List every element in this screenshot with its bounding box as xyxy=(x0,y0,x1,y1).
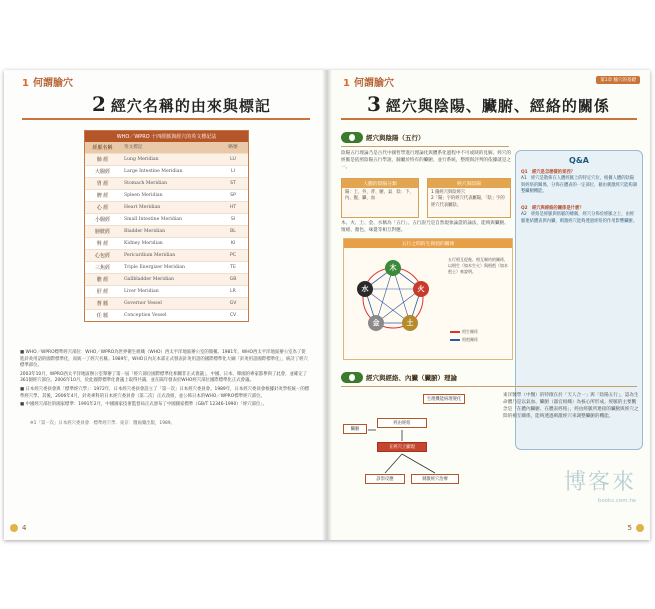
cell-english: Bladder Meridian xyxy=(124,229,166,234)
page-number-left: 4 xyxy=(22,524,27,532)
legend-swatch-red xyxy=(450,331,460,333)
subsection-rule xyxy=(341,386,637,387)
flow-arrows xyxy=(343,394,493,504)
cell-english: Lung Meridian xyxy=(124,157,159,162)
table-row xyxy=(85,285,248,297)
cell-english: Governor Vessel xyxy=(124,301,162,306)
cell-meridian: 腎 經 xyxy=(96,241,109,247)
flow-organs: 臟腑 xyxy=(343,424,367,434)
cell-abbr: BL xyxy=(230,229,236,234)
table-row xyxy=(85,201,248,213)
cell-meridian: 肝 經 xyxy=(96,289,109,295)
organ-flow-diagram xyxy=(343,394,493,504)
cell-abbr: GB xyxy=(229,277,237,282)
cell-english: Heart Meridian xyxy=(124,205,161,210)
subsection-title: 經穴與經絡、內臟（臟腑）理論 xyxy=(366,374,457,382)
organ-theory-text: 東洋醫學（中醫）的特徵在於「天人合一」與「陰陽五行」，認為生命體乃是以氣血、臟腑（器官組織）為核心所形成。經脈的主要觀念是「在體內臟腑、在體表經絡」，經由經脈所連接的臟腑與經穴之間的相互關係，能夠透過刺激經穴來調整臟腑的機能。 xyxy=(503,393,639,420)
element-fire: 火 xyxy=(413,281,429,297)
flow-appear-on-points: 在經穴上顯現 xyxy=(377,442,427,452)
subsection-heading-yinyang xyxy=(341,132,425,143)
ornament-icon xyxy=(636,524,644,532)
flow-diagnosis: 診察反應 xyxy=(365,474,405,484)
note-paragraph: ■ 日本經穴委員會與「標準經穴學」：1972年，日本經穴委員會設立了「第一次」日本經穴委員會。1989年，日本經穴委員會根據針灸學校統一的標準經穴學。其後，2006年4月，針灸專科的日本經穴委員會（第二次）正式改組，並公佈日本的WHO／WPRO標準經穴部位。 xyxy=(20,387,310,399)
chapter-number: 1 xyxy=(22,78,29,89)
cell-abbr: LI xyxy=(231,169,235,174)
table-row xyxy=(85,225,248,237)
cell-meridian: 大腸經 xyxy=(94,169,110,175)
flow-arrow xyxy=(402,454,435,473)
diagram-title: 五行之間的生與剋的關係 xyxy=(344,239,512,248)
cell-english: Triple Energizer Meridian xyxy=(124,265,185,270)
ornament-icon xyxy=(10,524,18,532)
table-header xyxy=(85,142,248,153)
table-row xyxy=(85,177,248,189)
table-row xyxy=(85,165,248,177)
table-row xyxy=(85,297,248,309)
watermark-url: books.com.tw xyxy=(597,498,636,504)
table-row xyxy=(85,189,248,201)
cell-meridian: 督 脈 xyxy=(96,301,109,307)
cell-english: Pericardium Meridian xyxy=(124,253,176,258)
cell-english: Small Intestine Meridian xyxy=(124,217,182,222)
cell-abbr: SP xyxy=(230,193,236,198)
qa-question: Q1 經穴是怎麼樣的東西？ xyxy=(521,170,575,175)
flow-treatment: 刺激經穴治療 xyxy=(411,474,459,484)
chapter-title: 何謂腧穴 xyxy=(32,78,73,89)
cell-english: Stomach Meridian xyxy=(124,181,168,186)
footnote: ※1「第一次」日本經穴委員會．標準經穴學．東京：醫齒藥出版，1989。 xyxy=(30,421,175,426)
box-title: 人體的陰陽分類 xyxy=(342,179,418,188)
legend-label: 相剋關係 xyxy=(462,337,478,342)
diagram-note: 五行相互促進、相互制約的關係，以相生（如木生火）與相剋（如木剋土）來說明。 xyxy=(448,257,508,275)
qa-question: Q2 經穴與經絡的關係是什麼？ xyxy=(521,205,584,211)
page-title-right xyxy=(367,92,610,116)
cell-meridian: 小腸經 xyxy=(94,217,110,223)
table-row xyxy=(85,309,248,321)
cell-meridian: 胃 經 xyxy=(96,181,109,187)
legend-controlling xyxy=(450,337,478,343)
table-caption: WHO／WPRO 十四經脈與經穴的英文標記法 xyxy=(85,131,248,142)
left-page xyxy=(4,70,327,540)
book-spread xyxy=(4,70,650,540)
chapter-label-left xyxy=(22,74,73,89)
element-metal: 金 xyxy=(368,315,384,331)
page-number-right: 5 xyxy=(627,524,632,532)
running-head: 第1章 腧穴的基礎 xyxy=(596,76,640,84)
subsection-heading-organs xyxy=(341,372,457,383)
cell-english: Gallbladder Meridian xyxy=(124,277,174,282)
cell-abbr: ST xyxy=(230,181,236,186)
flow-via-meridians: 經由經絡 xyxy=(377,418,427,428)
section-number: 3 xyxy=(367,92,382,116)
intro-text: 陰陽五行理論乃是古代中國哲學進行理論化與體系化過程中不可或缺的見解。經穴的經脈是依照陰陽五行學說，歸屬於特有的臟腑，並行系統，整理與評判的依據就是之一。 xyxy=(341,151,511,171)
cell-abbr: TE xyxy=(230,265,236,270)
title-divider xyxy=(22,118,310,120)
chapter-title: 何謂腧穴 xyxy=(353,78,394,89)
cell-meridian: 脾 經 xyxy=(96,193,109,199)
table-row xyxy=(85,249,248,261)
cell-abbr: LR xyxy=(230,289,236,294)
cell-abbr: LU xyxy=(230,157,236,162)
subsection-rule xyxy=(341,146,509,147)
cell-meridian: 心包經 xyxy=(94,253,110,259)
notes-block xyxy=(20,350,310,411)
table-row xyxy=(85,273,248,285)
header-english: 英文標記 xyxy=(124,145,143,150)
qa-answer: A1 經穴是散佈在人體經脈上的特定穴位，根據人體的陰陽與經絡的關係，分佈在體表的一定部位，藉由刺激經穴能夠調整臟腑機能。 xyxy=(521,176,638,195)
note-paragraph: ■ WHO／WPRO標準經穴部位：WHO／WPRO為世界衛生組織（WHO）西太平洋地區辦公室的簡稱。1981年，WHO西太平洋地區辦公室為了促進針灸用語的國際標準化，而統一了經穴名稱。1989年，WHO日內瓦本部正式發表針灸用語的國際標準化大綱「針灸用語國際標準化」，統計了經穴標準部位。 xyxy=(20,350,308,369)
subsection-title: 經穴與陰陽（五行） xyxy=(366,134,425,142)
cell-meridian: 肺 經 xyxy=(96,157,109,163)
cell-english: Liver Meridian xyxy=(124,289,159,294)
box-body: 陽：上、外、背、腑、氣 陰：下、內、腹、臟、血 xyxy=(345,190,414,202)
header-abbr: 略號 xyxy=(228,145,238,150)
cell-abbr: HT xyxy=(229,205,237,210)
table-row xyxy=(85,153,248,165)
legend-swatch-blue xyxy=(450,339,460,341)
cell-abbr: SI xyxy=(230,217,236,222)
cell-english: Large Intestine Meridian xyxy=(124,169,183,174)
flow-function: 生理機能病理變化 xyxy=(423,394,465,404)
legend-label: 相生關係 xyxy=(462,329,478,334)
yinyang-classification-box xyxy=(341,178,419,218)
cell-abbr: GV xyxy=(229,301,237,306)
header-meridian: 經脈名稱 xyxy=(92,145,113,151)
page-title-left xyxy=(92,92,271,116)
cell-abbr: KI xyxy=(230,241,236,246)
box-body: 1 陽經穴與陰經穴 2「陽」字的經穴代表屬陽，「陰」字的經穴代表屬陰。 xyxy=(431,190,505,208)
section-marker-icon xyxy=(341,372,363,383)
cell-english: Spleen Meridian xyxy=(124,193,163,198)
section-number: 2 xyxy=(92,92,107,116)
wuxing-text: 木、火、土、金、水稱為「五行」。五行說乃是自然現象論證的論法，能夠與臟腑、情緒、顏色、味覺等相互對應。 xyxy=(341,221,509,234)
table-row xyxy=(85,237,248,249)
cell-meridian: 膽 經 xyxy=(96,277,109,283)
section-marker-icon xyxy=(341,132,363,143)
table-row xyxy=(85,261,248,273)
qa-answer: A2 經絡是經脈與絡脈的總稱，經穴分佈於經脈之上，由經脈連結體表與內臟，刺激經穴能夠透過經絡的作用影響臟腑。 xyxy=(521,212,638,224)
chapter-number: 1 xyxy=(343,78,350,89)
section-title: 經穴與陰陽、臟腑、經絡的關係 xyxy=(385,97,610,115)
meridian-yinyang-box xyxy=(427,178,511,218)
element-water: 水 xyxy=(357,281,373,297)
five-elements-diagram xyxy=(343,238,513,360)
cell-abbr: PC xyxy=(230,253,236,258)
element-wood: 木 xyxy=(385,260,401,276)
cell-english: Kidney Meridian xyxy=(124,241,163,246)
title-divider xyxy=(341,118,637,120)
cell-meridian: 膀胱經 xyxy=(94,229,110,235)
cell-meridian: 任 脈 xyxy=(96,313,109,319)
note-paragraph: 2003年10月，WPRO西太平洋地區辦公室舉辦了第一屆「經穴部位國際標準化相關非正式會議」，中國、日本、韓國的專家都參與了此會，並確定了361個經穴部位。2006年10月，於此國際標準化會議上取得共識，並在隔年發表於WHO經穴部位國際標準化正式會議。 xyxy=(20,371,308,384)
legend-generating xyxy=(450,329,478,335)
element-earth: 土 xyxy=(402,315,418,331)
qa-title: Q&A xyxy=(569,156,589,165)
flow-arrow xyxy=(385,454,402,473)
right-page xyxy=(327,70,650,540)
watermark-logo: 博客來 xyxy=(563,470,636,495)
note-paragraph: ■ 中國經穴部位的國家標準：1991年2月，中國國家技術監督局正式頒布了中國國家標準（GB/T 12346-1990）「經穴部位」。 xyxy=(20,402,267,408)
meridian-table xyxy=(84,130,249,322)
book-gutter xyxy=(322,70,332,540)
box-title: 經穴與陰陽 xyxy=(428,179,510,188)
section-title: 經穴名稱的由來與標記 xyxy=(110,97,271,115)
cell-meridian: 心 經 xyxy=(96,205,109,211)
cell-english: Conception Vessel xyxy=(124,313,167,318)
cell-abbr: CV xyxy=(229,313,237,318)
table-body xyxy=(85,153,248,321)
cell-meridian: 三焦經 xyxy=(94,265,110,271)
chapter-label-right xyxy=(343,74,394,89)
table-row xyxy=(85,213,248,225)
